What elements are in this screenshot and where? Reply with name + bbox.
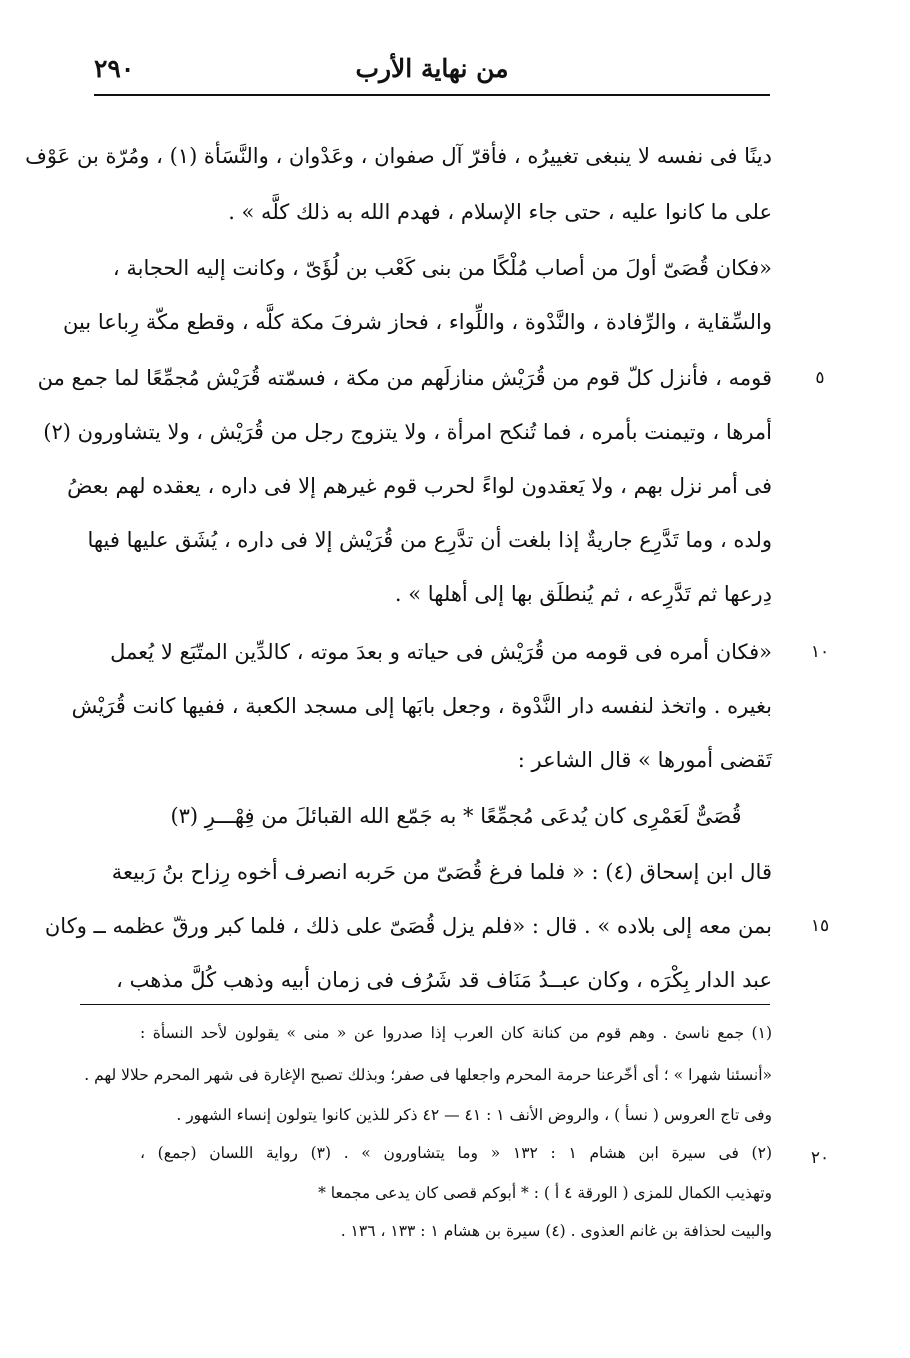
text-line: دِرعها ثم تَدَّرِعه ، ثم يُنطلَق بها إلى أهلها » .: [394, 582, 772, 606]
text-line: والسِّقاية ، والرِّفادة ، والنَّدْوة ، واللِّواء ، فحاز شرفَ مكة كلَّه ، وقطع مكّة رِباعا بين: [62, 310, 772, 334]
line-number: ٥: [815, 368, 825, 388]
text-line: قومه ، فأنزل كلّ قوم من قُرَيْش منازلَهم من مكة ، فسمّته قُرَيْش مُجمِّعًا لما جمع من: [37, 366, 772, 390]
footnote-line: «أنسئنا شهرا » ؛ أى أخّرعنا حرمة المحرم واجعلها فى صفر؛ وبذلك تصبح الإغارة فى شهر المحرم حلالا لهم .: [84, 1066, 772, 1084]
text-line: دينًا فى نفسه لا ينبغى تغييرُه ، فأقرّ آل صفوان ، وعَدْوان ، والنَّسَأة (١) ، ومُرّة بن عَوْف: [25, 144, 772, 168]
poem-verse: قُصَىٌّ لَعَمْرِى كان يُدعَى مُجمِّعًا * به جَمّع الله القبائلَ من فِهْـــرِ (٣): [170, 804, 742, 828]
footnote-line: وفى تاج العروس ( نسأ ) ، والروض الأنف ١ : ٤١ — ٤٢ ذكر للذين كانوا يتولون إنساء الشهور .: [176, 1106, 772, 1124]
page-number: ٢٩٠: [94, 54, 135, 83]
text-line: قال ابن إسحاق (٤) : « فلما فرغ قُصَىّ من حَربه انصرف أخوه رِزاح بنُ رَبيعة: [111, 860, 772, 884]
page-header: [94, 50, 770, 96]
text-line: فى أمر نزل بهم ، ولا يَعقدون لواءً لحرب قوم غيرهم إلا فى داره ، يعقده لهم بعضُ: [67, 474, 772, 498]
text-line: «فكان قُصَىّ أولَ من أصاب مُلْكًا من بنى كَعْب بن لُؤَىّ ، وكانت إليه الحجابة ،: [112, 256, 772, 280]
text-line: أمرها ، وتيمنت بأمره ، فما تُنكح امرأة ، ولا يتزوج رجل من قُرَيْش ، ولا يتشاورون (٢): [43, 420, 772, 444]
text-line: على ما كانوا عليه ، حتى جاء الإسلام ، فهدم الله به ذلك كلَّه » .: [228, 200, 772, 224]
text-line: ولده ، وما تَدَّرِع جاريةٌ إذا بلغت أن تدَّرِع من قُرَيْش إلا فى داره ، يُشَق عليها فيها: [87, 528, 772, 552]
line-number: ١٠: [810, 642, 830, 662]
text-line: تَقضى أمورها » قال الشاعر :: [517, 748, 772, 772]
footnote-line: (١) جمع ناسئ . وهم قوم من كنانة كان العرب إذا صدروا عن « منى » يقولون لأحد النسأة :: [140, 1024, 772, 1042]
running-title: من نهاية الأرب: [355, 54, 509, 83]
line-number: ١٥: [810, 916, 830, 936]
text-line: بغيره . واتخذ لنفسه دار النَّدْوة ، وجعل بابَها إلى مسجد الكعبة ، ففيها كانت قُرَيْش: [71, 694, 772, 718]
footnote-line: وتهذيب الكمال للمزى ( الورقة ٤ أ ) : * أبوكم قصى كان يدعى مجمعا *: [318, 1184, 772, 1202]
line-number: ٢٠: [810, 1148, 830, 1168]
footnote-divider: [80, 1004, 770, 1005]
footnote-line: (٢) فى سيرة ابن هشام ١ : ١٣٢ « وما يتشاورون » . (٣) رواية اللسان (جمع) ،: [140, 1144, 772, 1162]
footnote-line: والبيت لحذافة بن غانم العذوى . (٤) سيرة بن هشام ١ : ١٣٣ ، ١٣٦ .: [340, 1222, 772, 1240]
text-line: «فكان أمره فى قومه من قُرَيْش فى حياته و بعدَ موته ، كالدِّين المتّبَع لا يُعمل: [110, 640, 772, 664]
text-line: بمن معه إلى بلاده » . قال : «فلم يزل قُصَىّ على ذلك ، فلما كبر ورقّ عظمه ــ وكان: [44, 914, 772, 938]
text-line: عبد الدار بِكْرَه ، وكان عبــدُ مَنَاف قد شَرُف فى زمان أبيه وذهب كُلَّ مذهب ،: [116, 968, 772, 992]
